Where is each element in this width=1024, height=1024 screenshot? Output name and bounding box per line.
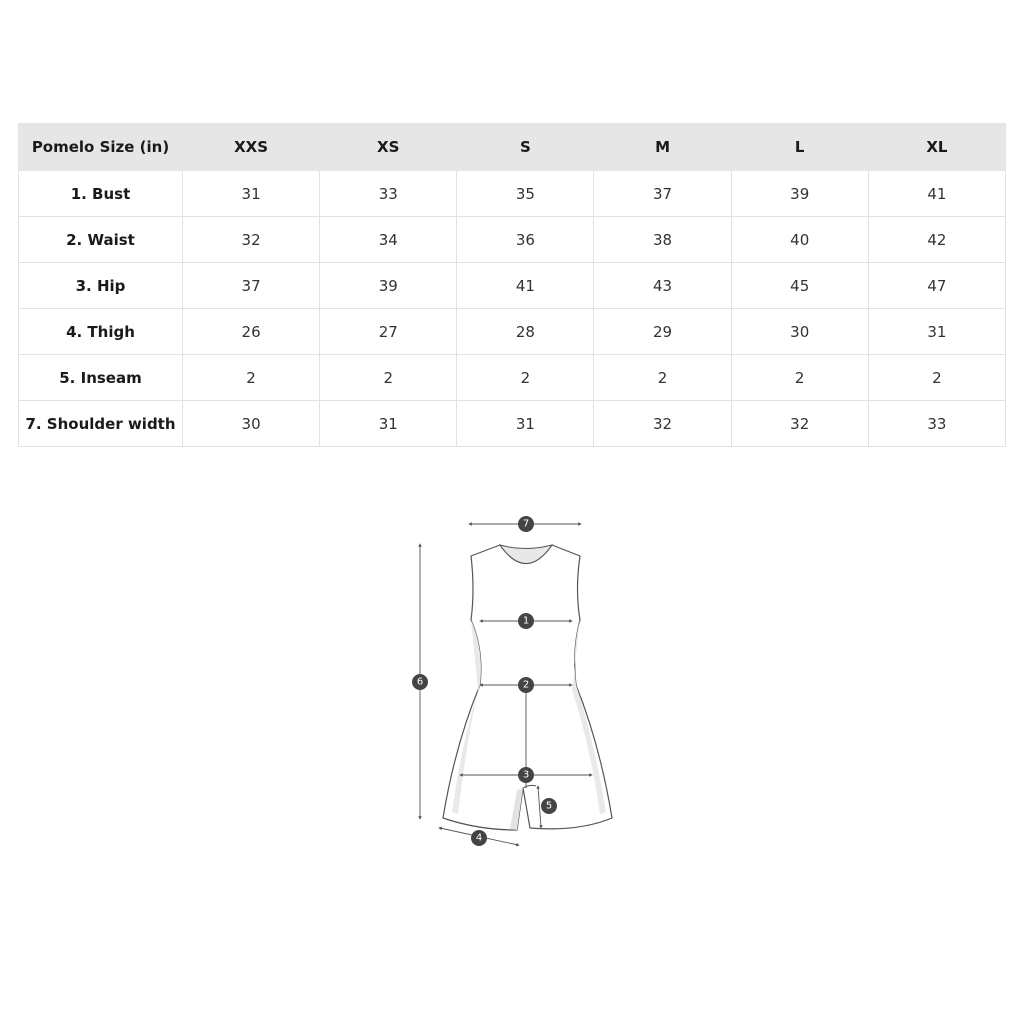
table-cell: 32 <box>183 217 320 263</box>
table-cell: 40 <box>731 217 868 263</box>
table-cell: 27 <box>320 309 457 355</box>
marker-1-text: 1 <box>522 615 530 627</box>
row-label: 2. Waist <box>19 217 183 263</box>
table-cell: 2 <box>594 355 731 401</box>
romper-diagram-svg <box>400 508 630 858</box>
header-cell-l: L <box>731 124 868 171</box>
marker-7-text: 7 <box>522 518 530 530</box>
header-cell-xl: XL <box>868 124 1005 171</box>
table-cell: 43 <box>594 263 731 309</box>
table-cell: 32 <box>594 401 731 447</box>
table-header-row <box>19 124 1006 171</box>
table-cell: 38 <box>594 217 731 263</box>
table-row <box>19 401 1006 447</box>
table-cell: 33 <box>320 171 457 217</box>
table-cell: 41 <box>868 171 1005 217</box>
marker-badge-4 <box>471 830 487 846</box>
row-label: 7. Shoulder width <box>19 401 183 447</box>
row-label: 5. Inseam <box>19 355 183 401</box>
table-cell: 42 <box>868 217 1005 263</box>
table-row <box>19 309 1006 355</box>
row-label: 1. Bust <box>19 171 183 217</box>
table-cell: 39 <box>731 171 868 217</box>
table-cell: 26 <box>183 309 320 355</box>
table-cell: 31 <box>868 309 1005 355</box>
table-cell: 31 <box>457 401 594 447</box>
table-cell: 28 <box>457 309 594 355</box>
table-row <box>19 171 1006 217</box>
table-cell: 37 <box>594 171 731 217</box>
table-cell: 37 <box>183 263 320 309</box>
marker-badge-7 <box>518 516 534 532</box>
marker-badge-1 <box>518 613 534 629</box>
table-cell: 41 <box>457 263 594 309</box>
table-cell: 35 <box>457 171 594 217</box>
table-cell: 39 <box>320 263 457 309</box>
size-chart-table <box>18 123 1006 447</box>
marker-badge-6 <box>412 674 428 690</box>
table-cell: 2 <box>731 355 868 401</box>
row-label: 4. Thigh <box>19 309 183 355</box>
table-cell: 29 <box>594 309 731 355</box>
marker-badge-2 <box>518 677 534 693</box>
header-cell-m: M <box>594 124 731 171</box>
table-cell: 45 <box>731 263 868 309</box>
table-cell: 30 <box>731 309 868 355</box>
marker-4-text: 4 <box>475 832 483 844</box>
table-cell: 34 <box>320 217 457 263</box>
table-cell: 31 <box>183 171 320 217</box>
table-cell: 32 <box>731 401 868 447</box>
table-cell: 2 <box>868 355 1005 401</box>
table-row <box>19 355 1006 401</box>
table-cell: 30 <box>183 401 320 447</box>
table-cell: 36 <box>457 217 594 263</box>
marker-badge-5 <box>541 798 557 814</box>
table-cell: 2 <box>320 355 457 401</box>
header-cell-xxs: XXS <box>183 124 320 171</box>
row-label: 3. Hip <box>19 263 183 309</box>
marker-badge-3 <box>518 767 534 783</box>
marker-6-text: 6 <box>416 676 424 688</box>
garment-measurement-diagram <box>400 508 630 858</box>
table-cell: 31 <box>320 401 457 447</box>
table-cell: 2 <box>183 355 320 401</box>
table-cell: 2 <box>457 355 594 401</box>
header-cell-label: Pomelo Size (in) <box>19 124 183 171</box>
table-row <box>19 217 1006 263</box>
table-cell: 33 <box>868 401 1005 447</box>
marker-3-text: 3 <box>522 769 530 781</box>
header-cell-s: S <box>457 124 594 171</box>
table-row <box>19 263 1006 309</box>
header-cell-xs: XS <box>320 124 457 171</box>
table-cell: 47 <box>868 263 1005 309</box>
marker-2-text: 2 <box>522 679 530 691</box>
marker-5-text: 5 <box>545 800 553 812</box>
